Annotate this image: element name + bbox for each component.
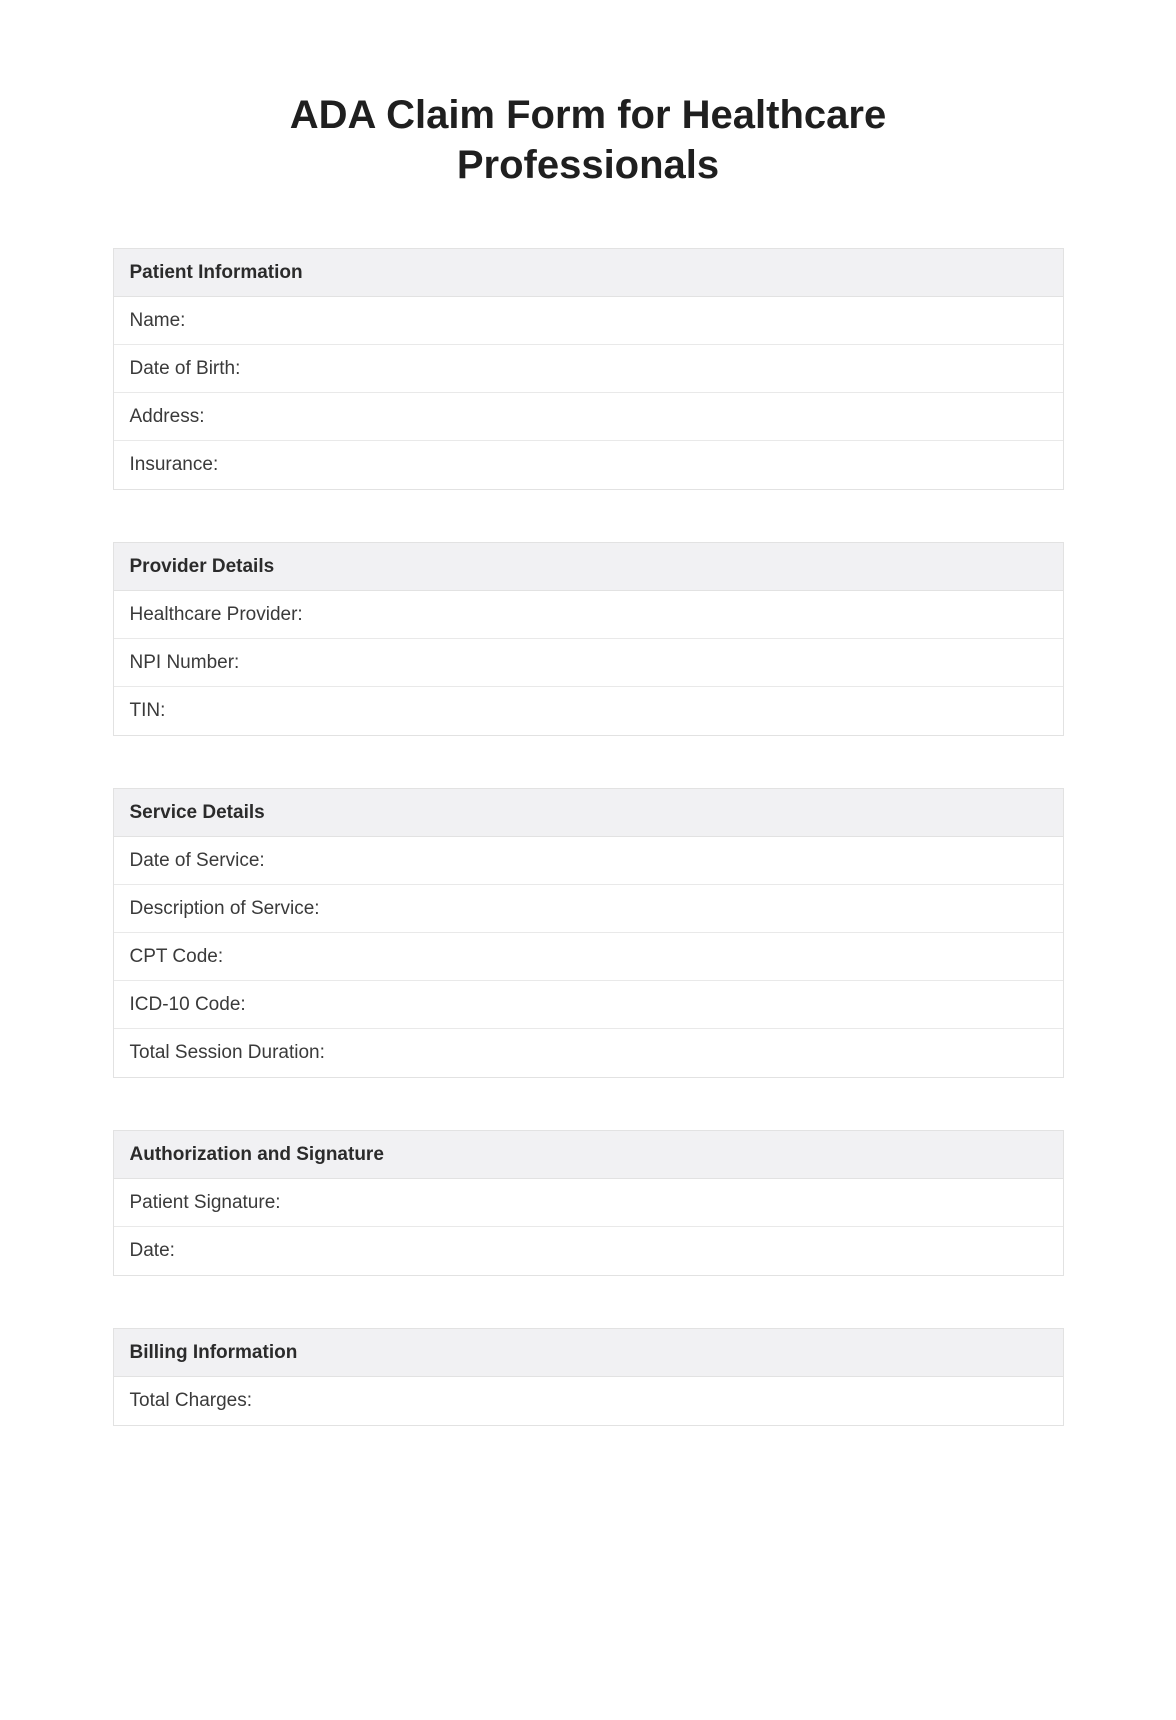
section-header-label: Billing Information [129,1341,298,1363]
field-row-date-of-birth[interactable] [114,345,1063,393]
section-header-label: Authorization and Signature [129,1143,384,1165]
field-row-total-session-duration[interactable] [114,1029,1063,1077]
field-label-cpt-code: CPT Code: [129,945,224,967]
field-row-healthcare-provider[interactable] [114,591,1063,639]
field-row-icd-10-code[interactable] [114,981,1063,1029]
field-row-patient-signature[interactable] [114,1179,1063,1227]
section-header-label: Patient Information [129,261,303,283]
section-provider-details [113,542,1064,736]
field-label-patient-signature: Patient Signature: [129,1191,281,1213]
field-label-total-charges: Total Charges: [129,1390,253,1411]
field-row-address[interactable] [114,393,1063,441]
section-header-label: Service Details [129,801,265,823]
field-label-name: Name: [129,309,186,331]
field-label-healthcare-provider: Healthcare Provider: [129,603,303,625]
field-label-signature-date: Date: [129,1240,175,1261]
field-label-tin: TIN: [129,700,166,721]
field-row-name[interactable] [114,297,1063,345]
field-label-icd-10-code: ICD-10 Code: [129,993,246,1015]
field-row-cpt-code[interactable] [114,933,1063,981]
section-billing-information [113,1328,1064,1426]
form-page [113,90,1064,1426]
field-row-npi-number[interactable] [114,639,1063,687]
page-title: ADA Claim Form for Healthcare Professionals [289,93,887,187]
field-row-description-of-service[interactable] [114,885,1063,933]
section-header-provider-details [114,543,1063,591]
section-header-patient-information [114,249,1063,297]
field-row-insurance[interactable] [114,441,1063,489]
section-header-label: Provider Details [129,555,275,577]
field-label-insurance: Insurance: [129,454,219,475]
field-label-npi-number: NPI Number: [129,651,240,673]
section-header-authorization-signature [114,1131,1063,1179]
section-header-billing-information [114,1329,1063,1377]
field-label-description-of-service: Description of Service: [129,897,320,919]
section-header-service-details [114,789,1063,837]
field-row-total-charges[interactable] [114,1377,1063,1425]
field-row-signature-date[interactable] [114,1227,1063,1275]
section-patient-information [113,248,1064,490]
field-label-total-session-duration: Total Session Duration: [129,1042,325,1063]
field-row-tin[interactable] [114,687,1063,735]
field-label-address: Address: [129,405,205,427]
field-label-date-of-service: Date of Service: [129,849,265,871]
section-authorization-signature [113,1130,1064,1276]
field-row-date-of-service[interactable] [114,837,1063,885]
section-service-details [113,788,1064,1078]
field-label-date-of-birth: Date of Birth: [129,357,241,379]
